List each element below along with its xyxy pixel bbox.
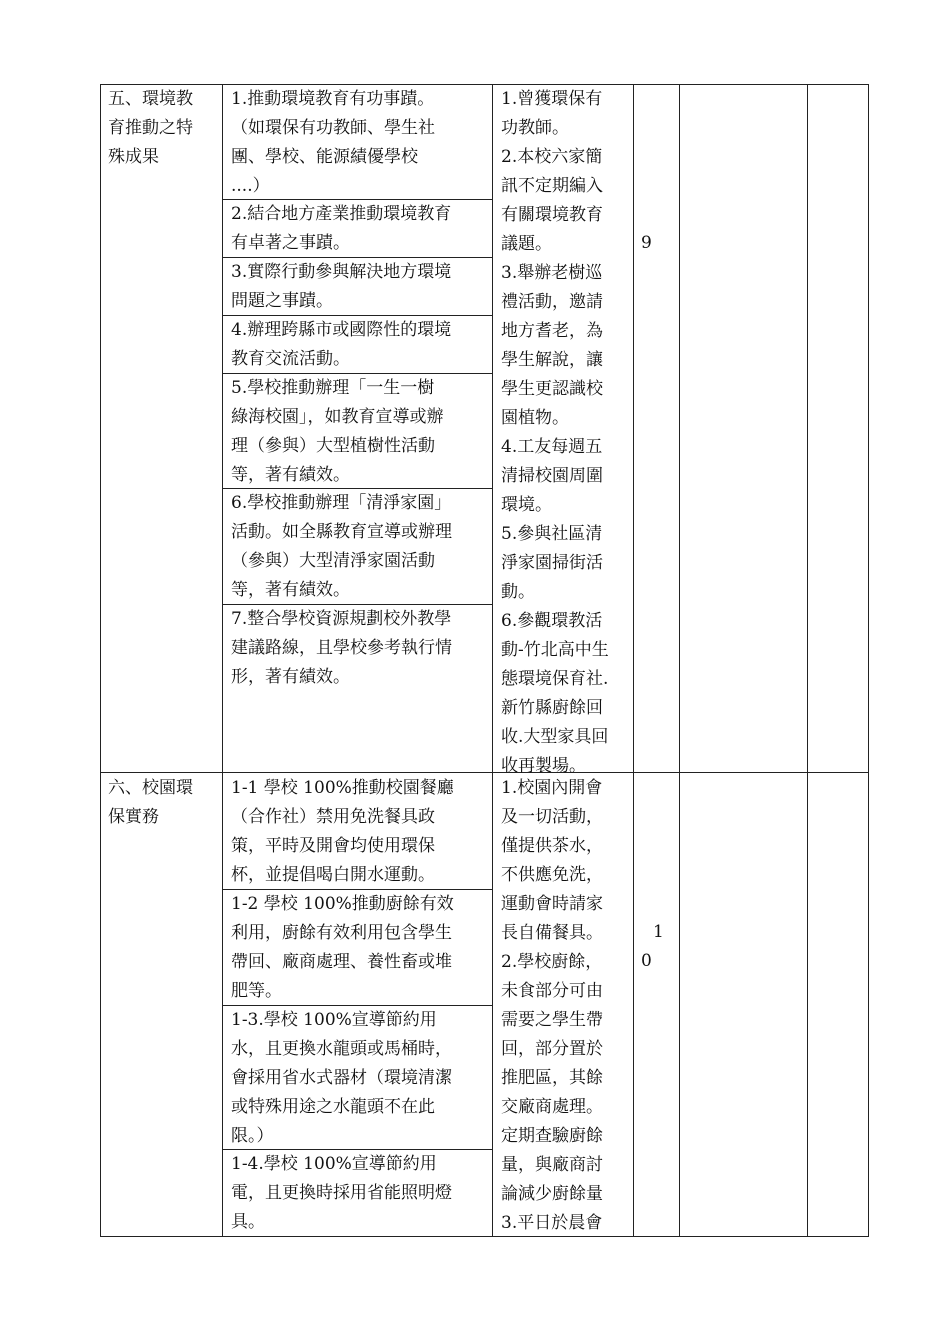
criteria-item: 1-1 學校 100%推動校園餐廳 （合作社）禁用免洗餐具政 策，平時及開會均使用環保 杯，並提倡喝白開水運動。: [231, 778, 454, 885]
criteria-item: 1-4.學校 100%宣導節約用 電，且更換時採用省能照明燈 具。: [231, 1154, 452, 1232]
criteria-item: 3.實際行動參與解決地方環境 問題之事蹟。: [231, 262, 452, 311]
column-border: [679, 84, 680, 1237]
implementation-description: 1.校園內開會 及一切活動， 僅提供茶水， 不供應免洗， 運動會時請家 長自備餐具。 2.學校廚餘， 未食部分可由 需要之學生帶 回，部分置於 推肥區，其餘 交廠商處理。 定期查驗廚餘 量，與廠商討 論減少廚餘量 3.平日於晨會: [501, 778, 603, 1233]
score-value: 1 0: [641, 922, 664, 971]
row-divider: [100, 772, 869, 773]
criteria-item: 2.結合地方產業推動環境教育 有卓著之事蹟。: [231, 204, 452, 253]
criteria-item: 5.學校推動辦理「一生一樹 綠海校園」，如教育宣導或辦 理（參與）大型植樹性活動 等，著有績效。: [231, 378, 444, 485]
criteria-item: 7.整合學校資源規劃校外教學 建議路線，且學校參考執行情 形，著有績效。: [231, 609, 452, 687]
column-border: [492, 84, 493, 1237]
row-category: 六、校園環 保實務: [108, 778, 193, 827]
column-border: [868, 84, 869, 1237]
implementation-description: 1.曾獲環保有 功教師。 2.本校六家簡 訊不定期編入 有關環境教育 議題。 3.舉辦老樹巡 禮活動，邀請 地方耆老，為 學生解說，讓 學生更認識校 園植物。 4.工友每週五 清掃校園周圍 環境。 5.參與社區清 淨家園掃街活 動。 6.參觀環教活 動-竹北高中生 態環境保育社. 新竹縣廚餘回 收.大型家具回 收再製場。: [501, 89, 609, 776]
criteria-item: 6.學校推動辦理「清淨家園」 活動。如全縣教育宣導或辦理 （參與）大型清淨家園活動 等，著有績效。: [231, 493, 452, 600]
row-category: 五、環境教 育推動之特 殊成果: [108, 89, 193, 167]
criteria-item: 1-2 學校 100%推動廚餘有效 利用，廚餘有效利用包含學生 帶回、廠商處理、養性畜或堆 肥等。: [231, 894, 454, 1001]
criteria-item: 1-3.學校 100%宣導節約用 水，且更換水龍頭或馬桶時， 會採用省水式器材（環境清潔 或特殊用途之水龍頭不在此 限。）: [231, 1010, 452, 1146]
criteria-item: 1.推動環境教育有功事蹟。 （如環保有功教師、學生社 團、學校、能源績優學校 ....）: [231, 89, 435, 196]
column-border: [807, 84, 808, 1237]
score-value: 9: [641, 233, 652, 253]
criteria-item: 4.辦理跨縣市或國際性的環境 教育交流活動。: [231, 320, 452, 369]
column-border: [100, 84, 101, 1237]
column-border: [633, 84, 634, 1237]
